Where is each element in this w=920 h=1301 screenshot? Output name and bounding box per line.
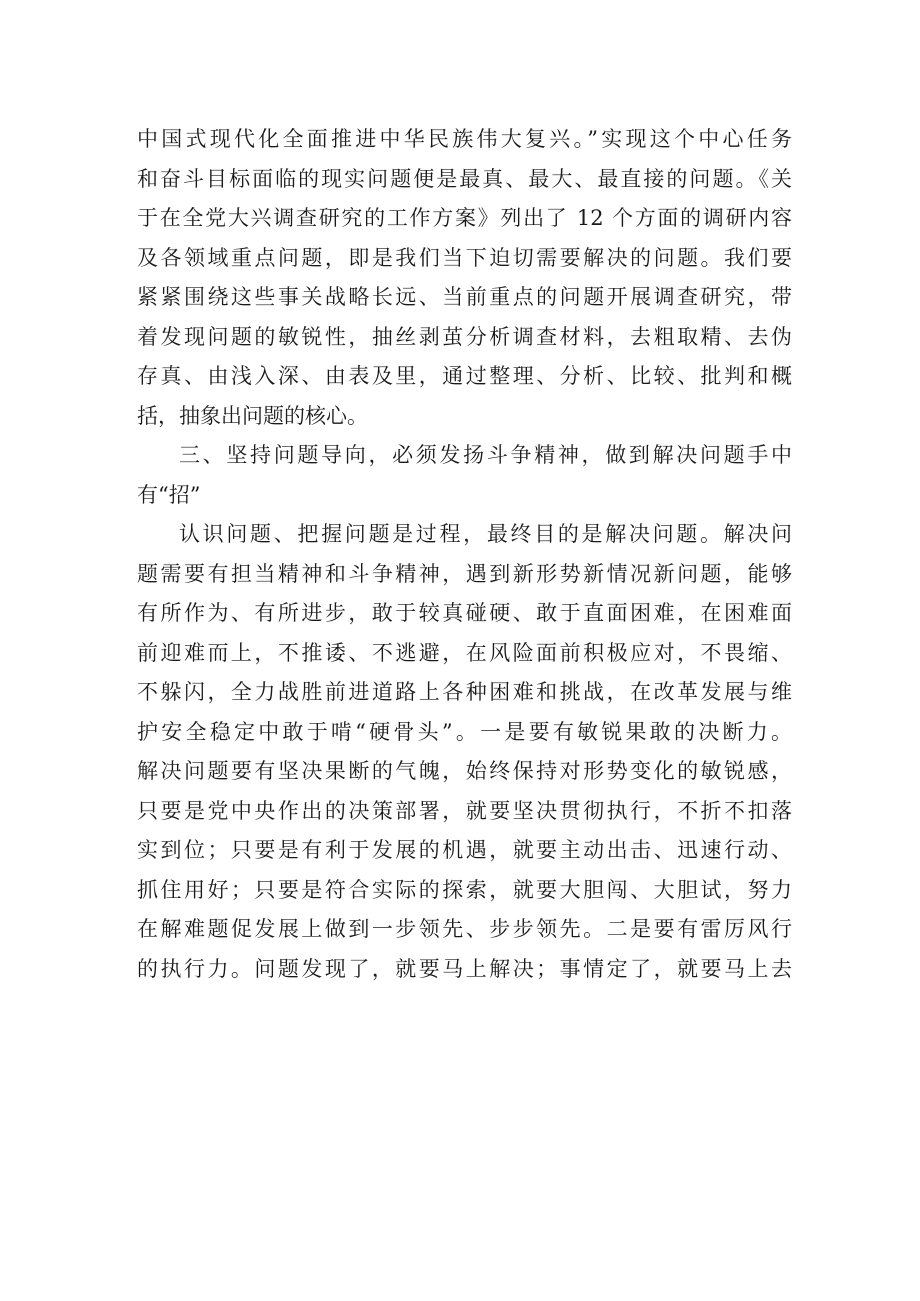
- text-line: 在解难题促发展上做到一步领先、步步领先。二是要有雷厉风行: [137, 917, 792, 941]
- text-line: 有“招”: [137, 482, 201, 507]
- text-line: 题需要有担当精神和斗争精神，遇到新形势新情况新问题，能够: [137, 561, 792, 586]
- text-line: 紧紧围绕这些事关战略长远、当前重点的问题开展调查研究，带: [137, 285, 792, 309]
- text-line: 三、坚持问题导向，必须发扬斗争精神，做到解决问题手中: [179, 443, 792, 467]
- paragraph: [137, 515, 792, 989]
- text-line: 前迎难而上，不推诿、不逃避，在风险面前积极应对，不畏缩、: [137, 640, 792, 665]
- text-line: 中国式现代化全面推进中华民族伟大复兴。”实现这个中心任务: [137, 127, 792, 151]
- text-line: 着发现问题的敏锐性，抽丝剥茧分析调查材料，去粗取精、去伪: [137, 324, 792, 349]
- text-line: 和奋斗目标面临的现实问题便是最真、最大、最直接的问题。《关: [137, 166, 792, 191]
- text-line: 认识问题、把握问题是过程，最终目的是解决问题。解决问: [179, 522, 792, 546]
- text-line: 括，抽象出问题的核心。: [137, 403, 368, 428]
- text-line: 存真、由浅入深、由表及里，通过整理、分析、比较、批判和概: [137, 364, 792, 388]
- text-line: 及各领域重点问题，即是我们当下迫切需要解决的问题。我们要: [137, 245, 792, 270]
- text-line: 实到位；只要是有利于发展的机遇，就要主动出击、迅速行动、: [137, 838, 792, 862]
- text-line: 于在全党大兴调查研究的工作方案》列出了 12 个方面的调研内容: [137, 206, 792, 230]
- paragraph-continuation: [137, 120, 792, 436]
- text-line: 护安全稳定中敢于啃“硬骨头”。一是要有敏锐果敢的决断力。: [137, 719, 792, 744]
- text-line: 的执行力。问题发现了，就要马上解决；事情定了，就要马上去: [137, 956, 792, 981]
- text-line: 只要是党中央作出的决策部署，就要坚决贯彻执行，不折不扣落: [137, 798, 792, 823]
- text-line: 解决问题要有坚决果断的气魄，始终保持对形势变化的敏锐感，: [137, 759, 792, 783]
- text-line: 有所作为、有所进步，敢于较真碰硬、敢于直面困难，在困难面: [137, 601, 792, 625]
- document-body: [137, 120, 792, 989]
- text-line: 抓住用好；只要是符合实际的探索，就要大胆闯、大胆试，努力: [137, 877, 792, 902]
- section-heading: [137, 436, 792, 515]
- text-line: 不躲闪，全力战胜前进道路上各种困难和挑战，在改革发展与维: [137, 680, 792, 704]
